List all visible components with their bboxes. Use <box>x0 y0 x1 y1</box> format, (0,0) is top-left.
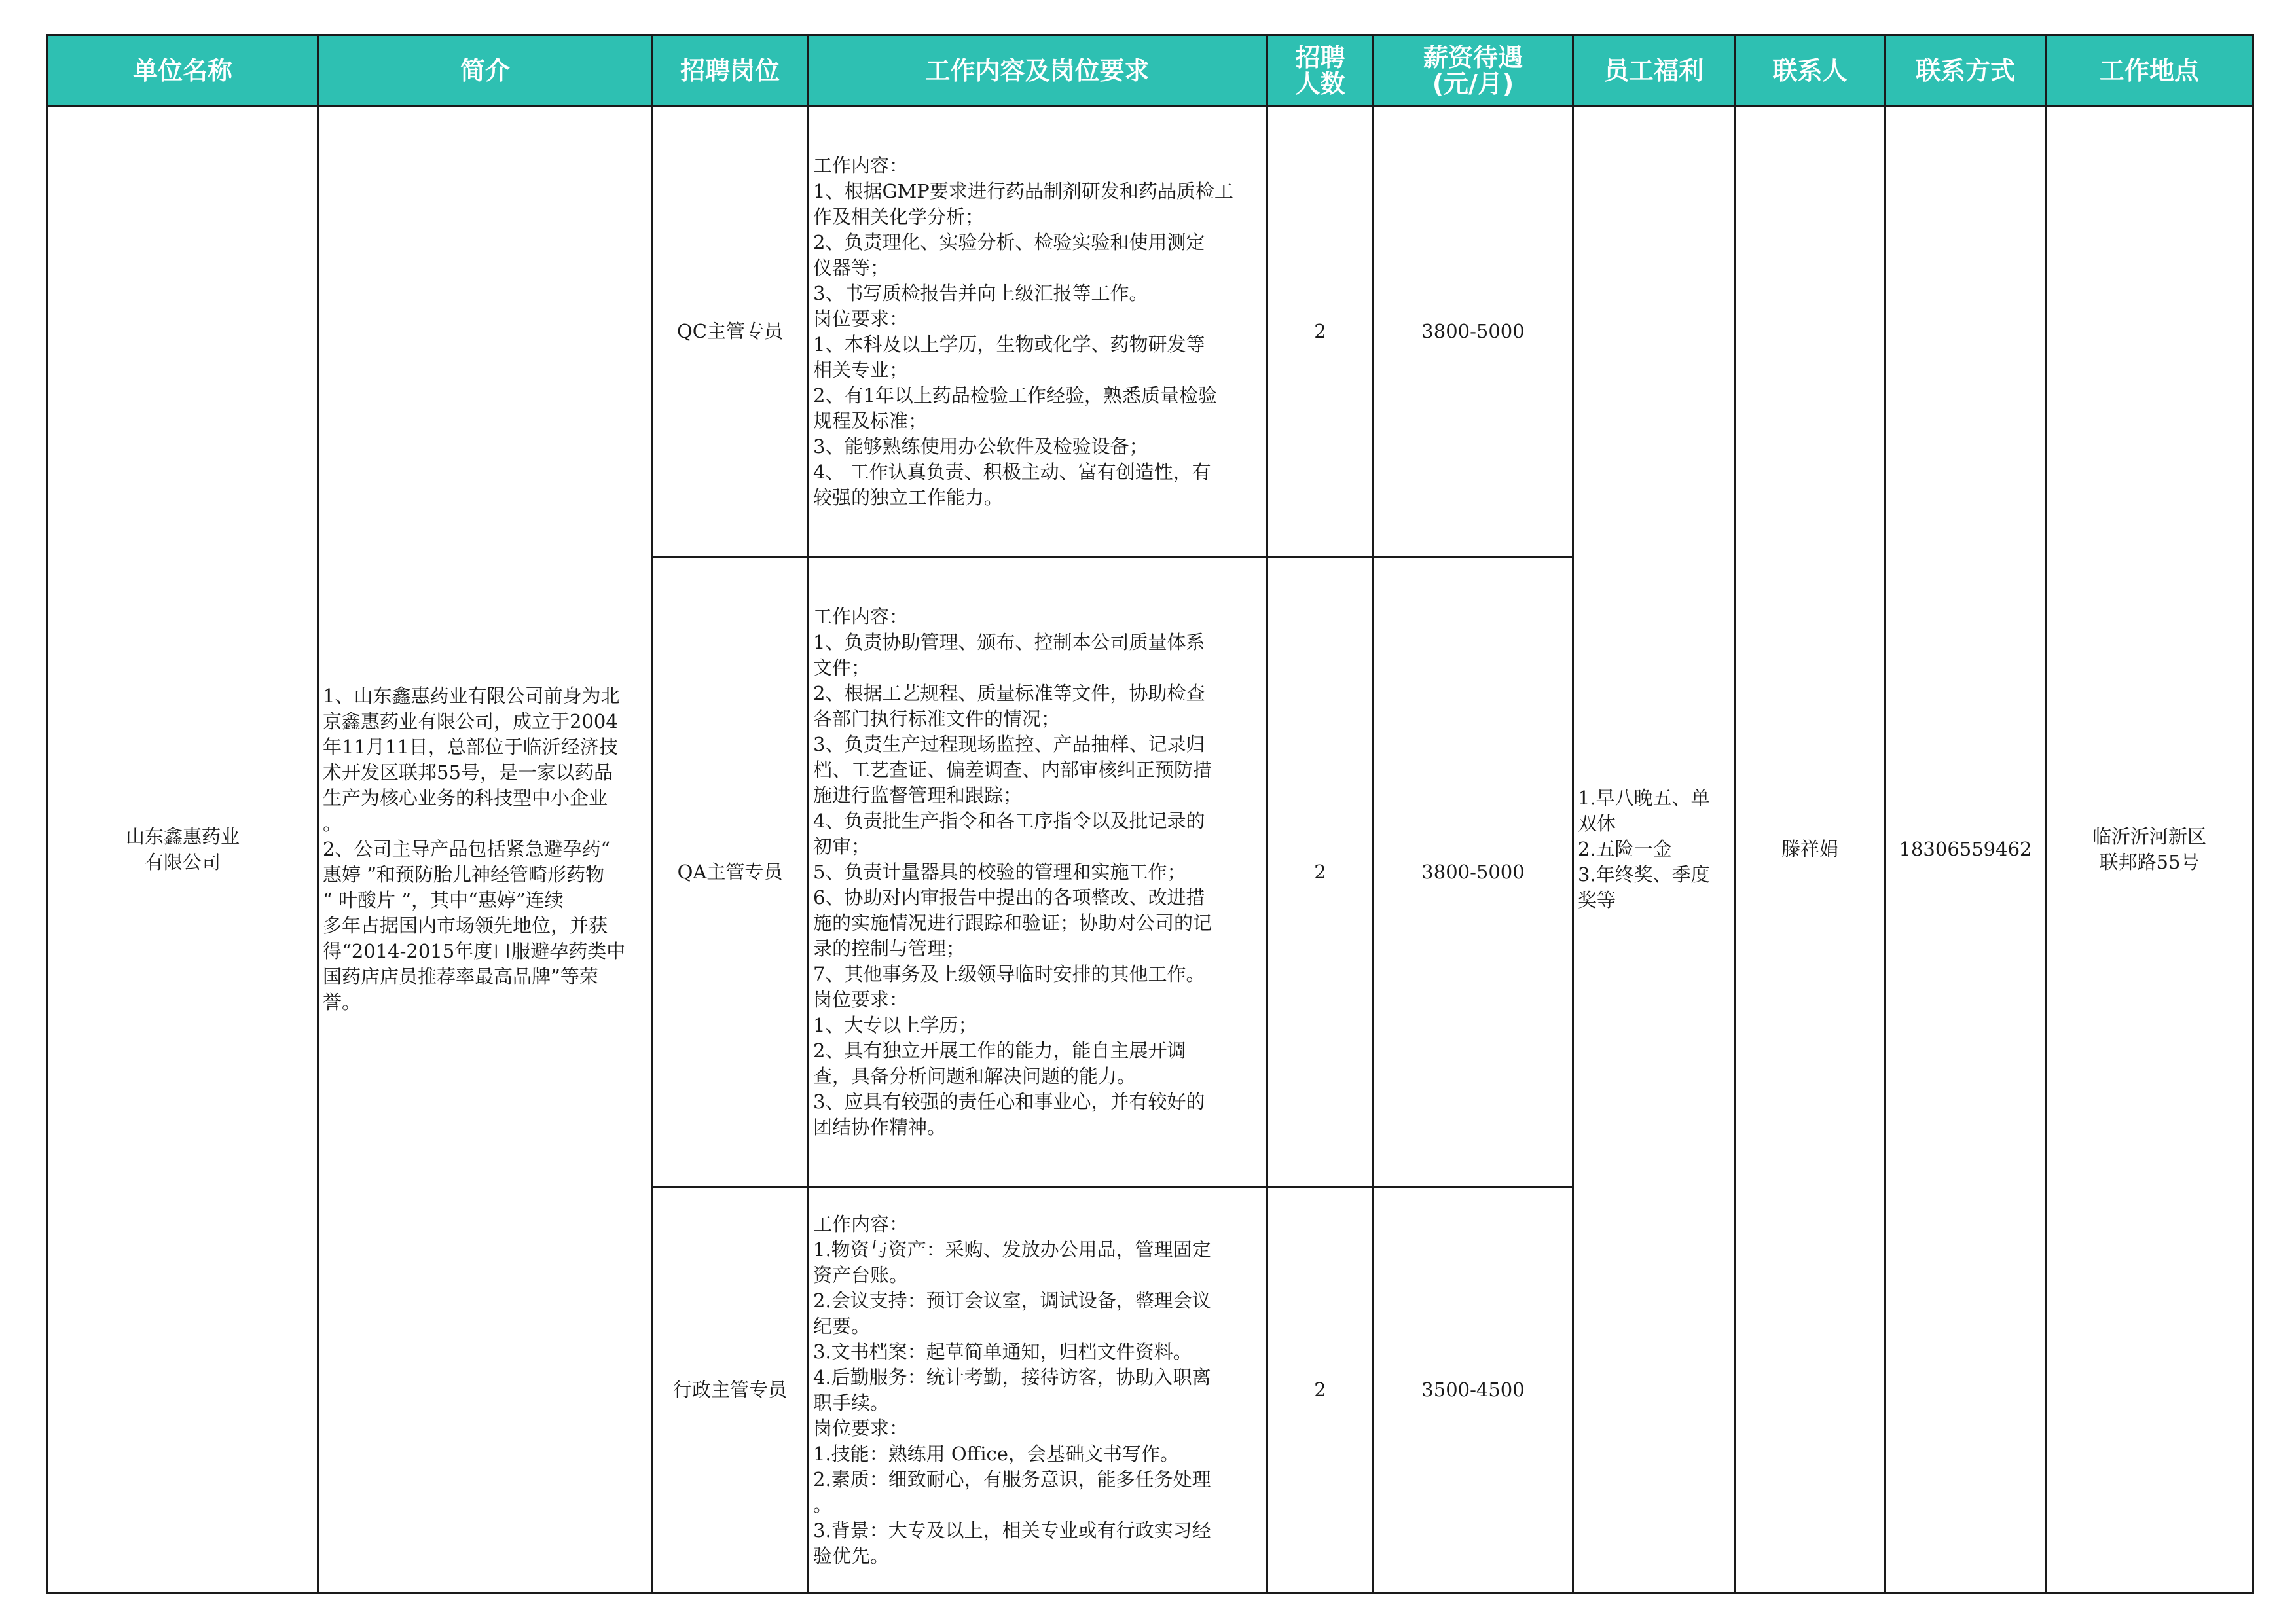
position-duties-admin <box>808 1187 1267 1593</box>
duties-line: 3、应具有较强的责任心和事业心，并有较好的 <box>813 1091 1205 1113</box>
duties-line: 2.会议支持：预订会议室，调试设备，整理会议 <box>813 1289 1211 1312</box>
duties-line: 资产台账。 <box>813 1263 909 1286</box>
duties-line: 5、负责计量器具的校验的管理和实施工作； <box>813 861 1186 883</box>
salary-qc: 3800-5000 <box>1374 106 1573 558</box>
duties-line: 3、书写质检报告并向上级汇报等工作。 <box>813 281 1148 304</box>
intro-line: 誉。 <box>323 991 361 1013</box>
duties-line: 7、其他事务及上级领导临时安排的其他工作。 <box>813 963 1205 985</box>
intro-line: 年11月11日，总部位于临沂经济技 <box>323 736 618 758</box>
duties-line: 规程及标准； <box>813 409 928 432</box>
duties-line: 工作内容： <box>813 1212 909 1235</box>
duties-line: 较强的独立工作能力。 <box>813 486 1004 509</box>
intro-line: 1、山东鑫惠药业有限公司前身为北 <box>323 685 620 707</box>
header-contact: 联系人 <box>1735 35 1886 106</box>
intro-line: 多年占据国内市场领先地位，并获 <box>323 914 608 937</box>
intro-line: 。 <box>323 812 342 835</box>
recruitment-table <box>46 34 2254 1594</box>
phone-cell: 18306559462 <box>1886 106 2046 1593</box>
duties-line: 查，具备分析问题和解决问题的能力。 <box>813 1065 1137 1087</box>
duties-line: 工作内容： <box>813 605 909 628</box>
benefits-line: 双休 <box>1578 812 1616 835</box>
benefits-line: 奖等 <box>1578 889 1616 911</box>
duties-line: 6、协助对内审报告中提出的各项整改、改进措 <box>813 886 1205 909</box>
position-duties-qa <box>808 558 1267 1187</box>
intro-line: 国药店店员推荐率最高品牌”等荣 <box>323 965 598 988</box>
duties-line: 2、有1年以上药品检验工作经验，熟悉质量检验 <box>813 384 1217 406</box>
duties-line: 3.文书档案：起草简单通知，归档文件资料。 <box>813 1340 1192 1363</box>
header-position: 招聘岗位 <box>653 35 808 106</box>
duties-line: 岗位要求： <box>813 307 909 330</box>
duties-line: 岗位要求： <box>813 988 909 1011</box>
header-salary-line: 薪资待遇 <box>1423 43 1523 72</box>
intro-line: 得“2014-2015年度口服避孕药类中 <box>323 940 626 962</box>
header-benefits: 员工福利 <box>1573 35 1735 106</box>
duties-line: 团结协作精神。 <box>813 1116 947 1138</box>
duties-line: 施进行监督管理和跟踪； <box>813 784 1023 806</box>
contact-person-cell: 滕祥娟 <box>1735 106 1886 1593</box>
duties-line: 文件； <box>813 657 871 679</box>
company-name-cell <box>48 106 318 1593</box>
duties-line: 4.后勤服务：统计考勤，接待访客，协助入职离 <box>813 1365 1211 1388</box>
header-row <box>48 35 2253 106</box>
table-row <box>48 106 2253 558</box>
position-title-admin: 行政主管专员 <box>653 1187 808 1593</box>
header-headcount <box>1267 35 1374 106</box>
header-location: 工作地点 <box>2046 35 2253 106</box>
headcount-qa: 2 <box>1267 558 1374 1187</box>
duties-line: 作及相关化学分析； <box>813 205 985 228</box>
salary-qa: 3800-5000 <box>1374 558 1573 1187</box>
duties-line: 1.物资与资产：采购、发放办公用品，管理固定 <box>813 1238 1211 1261</box>
duties-line: 2、具有独立开展工作的能力，能自主展开调 <box>813 1039 1186 1062</box>
header-headcount-line: 招聘 <box>1295 43 1345 72</box>
duties-line: 职手续。 <box>813 1391 890 1414</box>
duties-line: 施的实施情况进行跟踪和验证；协助对公司的记 <box>813 912 1212 934</box>
header-duties: 工作内容及岗位要求 <box>808 35 1267 106</box>
intro-line: 京鑫惠药业有限公司，成立于2004 <box>323 710 618 732</box>
header-intro: 简介 <box>318 35 653 106</box>
benefits-line: 1.早八晚五、单 <box>1578 787 1710 809</box>
duties-line: 初审； <box>813 835 871 857</box>
intro-line: 术开发区联邦55号，是一家以药品 <box>323 761 613 784</box>
header-salary-line: (元/月) <box>1432 69 1514 98</box>
duties-line: 档、工艺查证、偏差调查、内部审核纠正预防措 <box>813 759 1212 781</box>
duties-line: 工作内容： <box>813 154 909 177</box>
duties-line: 岗位要求： <box>813 1416 909 1439</box>
company-intro-cell <box>318 106 653 1593</box>
duties-line: 仪器等； <box>813 256 890 279</box>
duties-line: 纪要。 <box>813 1314 871 1337</box>
duties-line: 1、根据GMP要求进行药品制剂研发和药品质检工 <box>813 179 1233 202</box>
duties-line: 2.素质：细致耐心，有服务意识，能多任务处理 <box>813 1468 1211 1490</box>
duties-line: 。 <box>813 1493 833 1516</box>
header-phone: 联系方式 <box>1886 35 2046 106</box>
intro-line: “ 叶酸片 ”，其中“惠婷”连续 <box>323 889 564 911</box>
intro-line: 惠婷 ”和预防胎儿神经管畸形药物 <box>323 863 605 886</box>
duties-line: 4、 工作认真负责、积极主动、富有创造性，有 <box>813 460 1211 483</box>
duties-line: 3、能够熟练使用办公软件及检验设备； <box>813 435 1148 458</box>
benefits-cell <box>1573 106 1735 1593</box>
headcount-qc: 2 <box>1267 106 1374 558</box>
benefits-line: 3.年终奖、季度 <box>1578 863 1710 886</box>
intro-line: 生产为核心业务的科技型中小企业 <box>323 787 608 809</box>
benefits-line: 2.五险一金 <box>1578 838 1672 860</box>
duties-line: 1、负责协助管理、颁布、控制本公司质量体系 <box>813 631 1205 653</box>
position-title-qa: QA主管专员 <box>653 558 808 1187</box>
position-duties-qc <box>808 106 1267 558</box>
duties-line: 相关专业； <box>813 358 909 381</box>
duties-line: 2、负责理化、实验分析、检验实验和使用测定 <box>813 230 1205 253</box>
duties-line: 2、根据工艺规程、质量标准等文件，协助检查 <box>813 682 1205 704</box>
duties-line: 4、负责批生产指令和各工序指令以及批记录的 <box>813 810 1205 832</box>
company-name-line: 山东鑫惠药业 <box>125 825 240 848</box>
intro-line: 2、公司主导产品包括紧急避孕药“ <box>323 838 611 860</box>
duties-line: 录的控制与管理； <box>813 937 966 960</box>
duties-line: 验优先。 <box>813 1544 890 1567</box>
position-title-qc: QC主管专员 <box>653 106 808 558</box>
duties-line: 3、负责生产过程现场监控、产品抽样、记录归 <box>813 733 1205 755</box>
location-cell <box>2046 106 2253 1593</box>
header-salary <box>1374 35 1573 106</box>
duties-line: 1.技能：熟练用 Office，会基础文书写作。 <box>813 1442 1179 1465</box>
duties-line: 1、本科及以上学历，生物或化学、药物研发等 <box>813 333 1205 355</box>
company-name-line: 有限公司 <box>144 850 221 873</box>
location-line: 联邦路55号 <box>2099 850 2200 873</box>
duties-line: 各部门执行标准文件的情况； <box>813 708 1061 730</box>
header-company: 单位名称 <box>48 35 318 106</box>
headcount-admin: 2 <box>1267 1187 1374 1593</box>
duties-line: 1、大专以上学历； <box>813 1014 977 1036</box>
header-headcount-line: 人数 <box>1295 69 1345 98</box>
duties-line: 3.背景：大专及以上，相关专业或有行政实习经 <box>813 1519 1211 1542</box>
salary-admin: 3500-4500 <box>1374 1187 1573 1593</box>
location-line: 临沂沂河新区 <box>2092 825 2206 848</box>
